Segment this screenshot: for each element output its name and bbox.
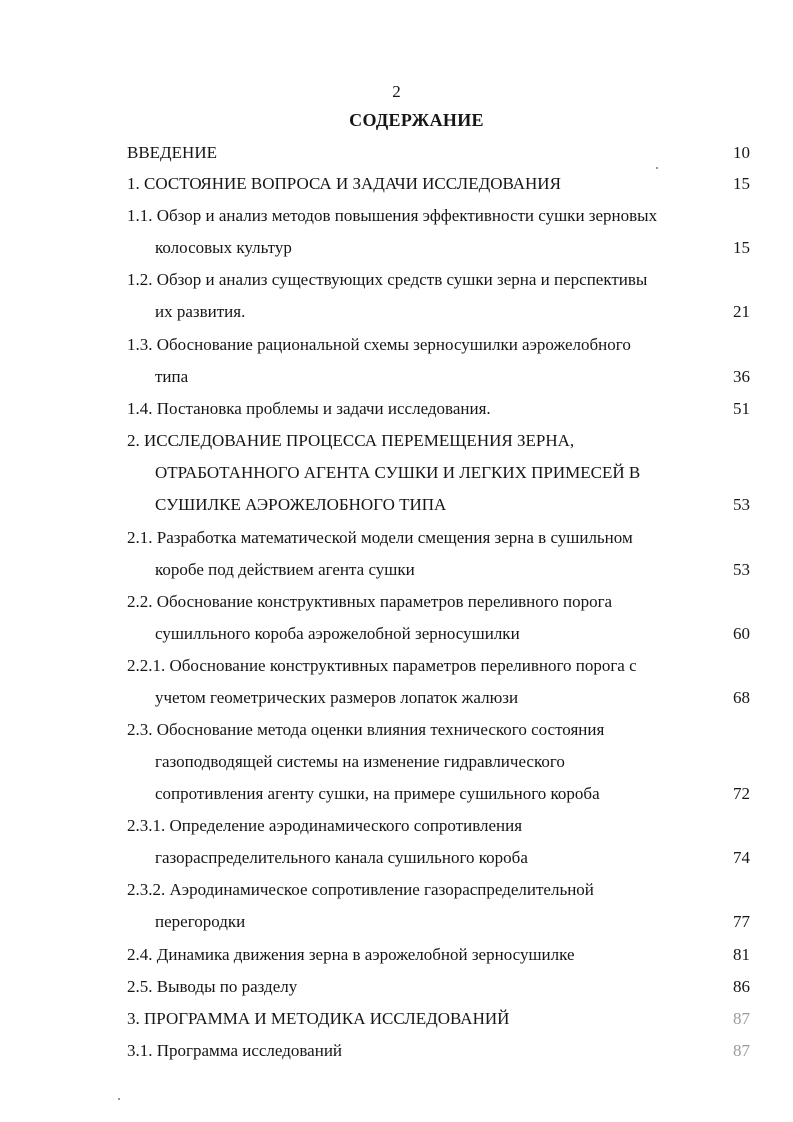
toc-entry-title: 2.3.1. Определение аэродинамического сопротивления: [127, 816, 523, 835]
toc-entry-title: 2.2. Обоснование конструктивных параметров переливного порога: [127, 592, 613, 611]
toc-entry-page: 72: [733, 784, 750, 803]
toc-entry-page: 53: [733, 560, 750, 579]
page-number: 2: [392, 82, 401, 101]
toc-entry-title-continued: сопротивления агенту сушки, на примере сушильного короба: [155, 784, 600, 803]
scan-speck: [656, 167, 658, 169]
toc-entry-page: 51: [733, 399, 750, 418]
toc-entry-page: 53: [733, 495, 750, 514]
toc-entry-title-continued: сушилльного короба аэрожелобной зерносушилки: [155, 624, 520, 643]
toc-entry-page: 87: [733, 1041, 750, 1060]
toc-entry-title-continued: ОТРАБОТАННОГО АГЕНТА СУШКИ И ЛЕГКИХ ПРИМЕСЕЙ В: [155, 463, 641, 482]
toc-entry-title: 1.2. Обзор и анализ существующих средств сушки зерна и перспективы: [127, 270, 648, 289]
toc-entry-page: 60: [733, 624, 750, 643]
toc-entry-title: 3.1. Программа исследований: [127, 1041, 343, 1060]
toc-entry-title: 1.4. Постановка проблемы и задачи исследования.: [127, 399, 491, 418]
toc-entry-page: 77: [733, 912, 750, 931]
toc-entry-title-continued: газораспределительного канала сушильного короба: [155, 848, 528, 867]
toc-entry-title: 3. ПРОГРАММА И МЕТОДИКА ИССЛЕДОВАНИЙ: [127, 1009, 510, 1028]
toc-entry-page: 15: [733, 174, 750, 193]
toc-entry-page: 21: [733, 302, 750, 321]
toc-entry-title: 1. СОСТОЯНИЕ ВОПРОСА И ЗАДАЧИ ИССЛЕДОВАНИЯ: [127, 174, 561, 193]
toc-entry-title-continued: типа: [155, 367, 189, 386]
toc-entry-title-continued: газоподводящей системы на изменение гидравлического: [155, 752, 565, 771]
toc-entry-title-continued: колосовых культур: [155, 238, 292, 257]
toc-entry-page: 36: [733, 367, 750, 386]
toc-entry-page: 10: [733, 143, 750, 162]
table-of-contents: [0, 138, 793, 1078]
toc-entry-page: 15: [733, 238, 750, 257]
toc-entry-title: 2.3.2. Аэродинамическое сопротивление газораспределительной: [127, 880, 594, 899]
toc-entry-title-continued: СУШИЛКЕ АЭРОЖЕЛОБНОГО ТИПА: [155, 495, 447, 514]
toc-entry-title: 1.1. Обзор и анализ методов повышения эффективности сушки зерновых: [127, 206, 658, 225]
toc-entry-title: 1.3. Обоснование рациональной схемы зерносушилки аэрожелобного: [127, 335, 631, 354]
toc-entry-title: 2.3. Обоснование метода оценки влияния технического состояния: [127, 720, 605, 739]
contents-heading: СОДЕРЖАНИЕ: [349, 110, 484, 130]
toc-entry-title-continued: их развития.: [155, 302, 246, 321]
toc-entry-title: 2.2.1. Обоснование конструктивных параметров переливного порога с: [127, 656, 637, 675]
scan-speck: [118, 1098, 120, 1100]
toc-entry-page: 86: [733, 977, 750, 996]
toc-entry-title: ВВЕДЕНИЕ: [127, 143, 217, 162]
toc-entry-title-continued: перегородки: [155, 912, 246, 931]
toc-entry-page: 68: [733, 688, 750, 707]
toc-entry-title: 2. ИССЛЕДОВАНИЕ ПРОЦЕССА ПЕРЕМЕЩЕНИЯ ЗЕРНА,: [127, 431, 575, 450]
toc-entry-title: 2.4. Динамика движения зерна в аэрожелобной зерносушилке: [127, 945, 575, 964]
toc-entry-page: 81: [733, 945, 750, 964]
toc-entry-title: 2.5. Выводы по разделу: [127, 977, 298, 996]
toc-entry-title: 2.1. Разработка математической модели смещения зерна в сушильном: [127, 528, 633, 547]
toc-entry-page: 87: [733, 1009, 750, 1028]
toc-entry-page: 74: [733, 848, 750, 867]
toc-entry-title-continued: учетом геометрических размеров лопаток жалюзи: [155, 688, 519, 707]
toc-entry-title-continued: коробе под действием агента сушки: [155, 560, 415, 579]
